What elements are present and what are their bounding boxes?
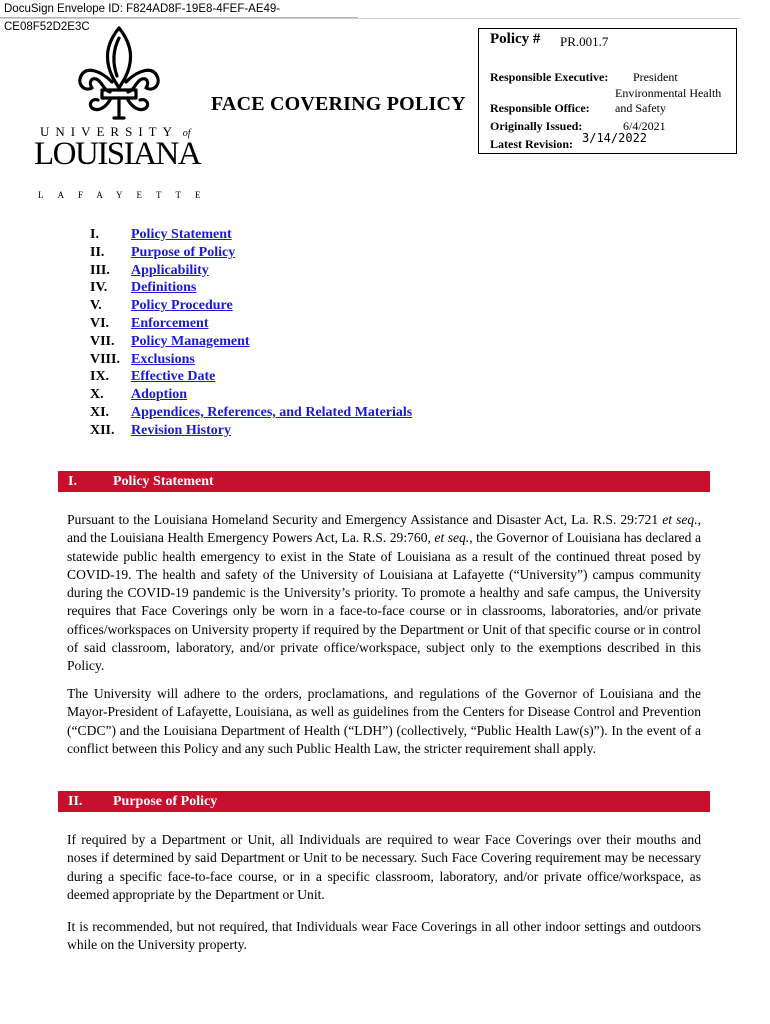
- responsible-executive-label: Responsible Executive:: [490, 70, 609, 84]
- toc-number: X.: [90, 387, 104, 403]
- toc-number: I.: [90, 227, 99, 242]
- policy-info-box: [478, 28, 737, 154]
- section-header-purpose-of-policy: [58, 791, 710, 812]
- toc-number: IX.: [90, 369, 110, 385]
- toc-number: III.: [90, 262, 110, 278]
- toc-number: XII.: [90, 422, 115, 438]
- toc-number: VII.: [90, 333, 115, 349]
- toc-link-revision-history[interactable]: Revision History: [131, 422, 231, 438]
- toc-number: IV.: [90, 280, 108, 296]
- toc-link-exclusions[interactable]: Exclusions: [131, 351, 195, 367]
- originally-issued-value: 6/4/2021: [623, 119, 666, 133]
- responsible-office-line2: and Safety: [615, 101, 666, 115]
- toc-link-policy-statement[interactable]: Policy Statement: [131, 227, 232, 242]
- toc-number: V.: [90, 298, 102, 314]
- policy-number: PR.001.7: [560, 34, 609, 49]
- fleur-de-lis-icon: [76, 26, 162, 124]
- university-logo: [34, 26, 215, 200]
- latest-revision-label: Latest Revision:: [490, 137, 573, 151]
- toc-link-enforcement[interactable]: Enforcement: [131, 315, 209, 331]
- section-title: Purpose of Policy: [113, 794, 218, 809]
- originally-issued-label: Originally Issued:: [490, 119, 583, 133]
- toc-link-applicability[interactable]: Applicability: [131, 262, 209, 278]
- toc-link-definitions[interactable]: Definitions: [131, 280, 197, 296]
- toc-number: VIII.: [90, 351, 120, 367]
- section-number: II.: [68, 794, 83, 809]
- logo-louisiana: LOUISIANA: [34, 136, 201, 172]
- toc-link-adoption[interactable]: Adoption: [131, 387, 188, 403]
- policy-number-label: Policy #: [490, 31, 541, 47]
- envelope-divider: [0, 18, 740, 19]
- document-title: FACE COVERING POLICY: [211, 93, 466, 115]
- toc-number: VI.: [90, 315, 110, 331]
- paragraph-policy-statement-1: Pursuant to the Louisiana Homeland Security and Emergency Assistance and Disaster Act, La. R.S. 29:721 et seq., and the Louisiana Health Emergency Powers Act, La. R.S. 29:760, et seq., the Governor of Louisiana has declared a statewide public health emergency to exist in the State of Louisiana as a result of the continued threat posed by COVID-19. The health and safety of the University of Louisiana at Lafayette (“University”) campus community during the COVID-19 pandemic is the University’s priority. To promote a healthy and safe campus, the University requires that Face Coverings only be worn in a face-to-face course or in classrooms, laboratories, and/or private offices/workspaces on University property if required by the Department or Unit of that specific course or in control of said classroom, laboratory, and/or private office/workspace, subject only to the exemptions described in this Policy.: [67, 512, 701, 674]
- toc-link-policy-management[interactable]: Policy Management: [131, 333, 250, 349]
- toc-link-effective-date[interactable]: Effective Date: [131, 369, 216, 385]
- toc-link-policy-procedure[interactable]: Policy Procedure: [131, 298, 233, 314]
- responsible-office-label: Responsible Office:: [490, 101, 590, 115]
- latest-revision-value: 3/14/2022: [582, 131, 648, 145]
- logo-lafayette: LAFAYETTE: [38, 190, 215, 200]
- docusign-envelope-id: DocuSign Envelope ID: F824AD8F-19E8-4FEF-AE49-CE08F52D2E3C: [0, 0, 358, 18]
- toc-number: XI.: [90, 404, 110, 420]
- paragraph-purpose-2: It is recommended, but not required, that Individuals wear Face Coverings in all other indoor settings and outdoors while on the University property.: [67, 919, 701, 953]
- section-number: I.: [68, 474, 77, 489]
- responsible-executive-value: President: [633, 70, 678, 84]
- toc-link-appendices[interactable]: Appendices, References, and Related Materials: [131, 404, 413, 420]
- paragraph-policy-statement-2: The University will adhere to the orders, proclamations, and regulations of the Governor of Louisiana and the Mayor-President of Lafayette, Louisiana, as well as guidelines from the Centers for Disease Control and Prevention (“CDC”) and the Louisiana Department of Health (“LDH”) (collectively, “Public Health Law(s)”). In the event of a conflict between this Policy and any such Public Health Law, the stricter requirement shall apply.: [67, 686, 701, 756]
- toc-link-purpose-of-policy[interactable]: Purpose of Policy: [131, 244, 236, 260]
- responsible-office-line1: Environmental Health: [615, 86, 722, 100]
- section-title: Policy Statement: [113, 474, 214, 489]
- paragraph-purpose-1: If required by a Department or Unit, all Individuals are required to wear Face Coverings over their mouths and noses if determined by said Department or Unit to be necessary. Such Face Covering requirement may be necessary during a specific face-to-face course, or in a specific classroom, laboratory, and/or private office/workspace, as deemed appropriate by the Department or Unit.: [67, 832, 701, 902]
- toc-number: II.: [90, 244, 105, 260]
- logo-university-of: UNIVERSITY of: [40, 124, 191, 139]
- section-header-policy-statement: [58, 471, 710, 492]
